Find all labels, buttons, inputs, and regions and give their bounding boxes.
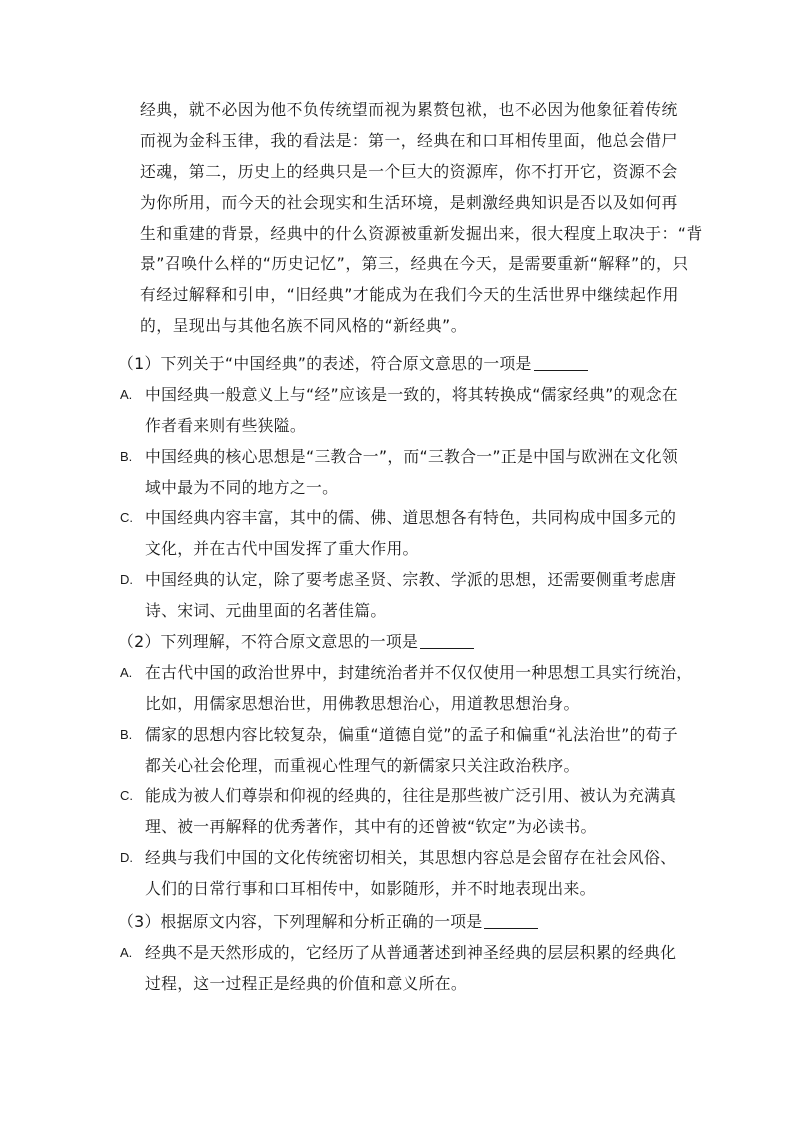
option-line: 经典与我们中国的文化传统密切相关，其思想内容总是会留存在社会风俗、 — [145, 848, 677, 868]
option-letter: D. — [120, 572, 133, 588]
option-line: 都关心社会伦理，而重视心性理气的新儒家只关注政治秩序。 — [145, 755, 580, 775]
passage-line: 有经过解释和引申，“旧经典”才能成为在我们今天的生活世界中继续起作用 — [140, 285, 679, 305]
option-letter: B. — [120, 726, 133, 742]
option-c — [118, 781, 688, 843]
option-letter: C. — [120, 510, 133, 526]
question-stem — [118, 627, 688, 658]
question-1 — [118, 349, 688, 627]
question-2 — [118, 627, 693, 905]
option-letter: A. — [120, 386, 133, 402]
option-line: 作者看来则有些狭隘。 — [145, 415, 306, 435]
option-d — [118, 565, 688, 627]
passage-paragraph — [118, 95, 703, 342]
option-letter: A. — [120, 664, 133, 680]
option-a — [118, 380, 688, 442]
option-line: 人们的日常行事和口耳相传中，如影随形，并不时地表现出来。 — [145, 879, 596, 899]
option-a — [118, 658, 693, 720]
option-line: 中国经典的核心思想是“三教合一”，而“三教合一”正是中国与欧洲在文化领 — [145, 446, 678, 466]
option-line: 能成为被人们尊崇和仰视的经典的，往往是那些被广泛引用、被认为充满真 — [145, 786, 677, 806]
question-stem — [118, 907, 688, 938]
option-b — [118, 720, 688, 782]
option-line: 在古代中国的政治世界中，封建统治者并不仅仅使用一种思想工具实行统治， — [145, 662, 693, 682]
option-line: 比如，用儒家思想治世，用佛教思想治心，用道教思想治身。 — [145, 693, 580, 713]
answer-blank[interactable] — [484, 910, 538, 929]
option-line: 理、被一再解释的优秀著作，其中有的还曾被“钦定”为必读书。 — [145, 817, 597, 837]
question-stem-text: （1）下列关于“中国经典”的表述，符合原文意思的一项是 — [118, 354, 532, 373]
option-line: 诗、宋词、元曲里面的名著佳篇。 — [145, 601, 387, 621]
answer-blank[interactable] — [420, 630, 474, 649]
passage-line: 生和重建的背景，经典中的什么资源被重新发掘出来，很大程度上取决于：“背 — [140, 223, 703, 243]
passage-line: 经典，就不必因为他不负传统望而视为累赘包袱，也不必因为他象征着传统 — [140, 100, 678, 119]
passage-line: 的，呈现出与其他名族不同风格的“新经典”。 — [140, 316, 468, 336]
option-letter: C. — [120, 788, 133, 804]
option-b — [118, 442, 688, 504]
option-line: 儒家的思想内容比较复杂，偏重“道德自觉”的孟子和偏重“礼法治世”的荀子 — [145, 724, 678, 744]
passage-line: 景”召唤什么样的“历史记忆”，第三，经典在今天，是需要重新“解释”的，只 — [140, 254, 689, 274]
question-stem-text: （2）下列理解，不符合原文意思的一项是 — [118, 632, 419, 651]
option-letter: A. — [120, 944, 133, 960]
option-letter: D. — [120, 850, 133, 866]
option-line: 中国经典的认定，除了要考虑圣贤、宗教、学派的思想，还需要侧重考虑唐 — [145, 570, 677, 590]
passage-line: 而视为金科玉律，我的看法是：第一，经典在和口耳相传里面，他总会借尸 — [140, 130, 678, 150]
question-3 — [118, 907, 688, 1000]
passage-line: 为你所用，而今天的社会现实和生活环境，是刺激经典知识是否以及如何再 — [140, 192, 678, 212]
option-line: 域中最为不同的地方之一。 — [145, 477, 339, 497]
option-line: 文化，并在古代中国发挥了重大作用。 — [145, 539, 419, 559]
question-stem-text: （3）根据原文内容，下列理解和分析正确的一项是 — [118, 912, 483, 931]
option-letter: B. — [120, 448, 133, 464]
passage-line: 还魂，第二，历史上的经典只是一个巨大的资源库，你不打开它，资源不会 — [140, 161, 678, 181]
option-line: 过程，这一过程正是经典的价值和意义所在。 — [145, 973, 467, 993]
question-stem — [118, 349, 688, 380]
option-d — [118, 843, 688, 905]
option-line: 经典不是天然形成的，它经历了从普通著述到神圣经典的层层积累的经典化 — [145, 942, 677, 962]
option-line: 中国经典一般意义上与“经”应该是一致的，将其转换成“儒家经典”的观念在 — [145, 384, 678, 404]
option-line: 中国经典内容丰富，其中的儒、佛、道思想各有特色，共同构成中国多元的 — [145, 508, 677, 528]
answer-blank[interactable] — [534, 352, 588, 371]
option-c — [118, 503, 688, 565]
option-a — [118, 938, 688, 1000]
